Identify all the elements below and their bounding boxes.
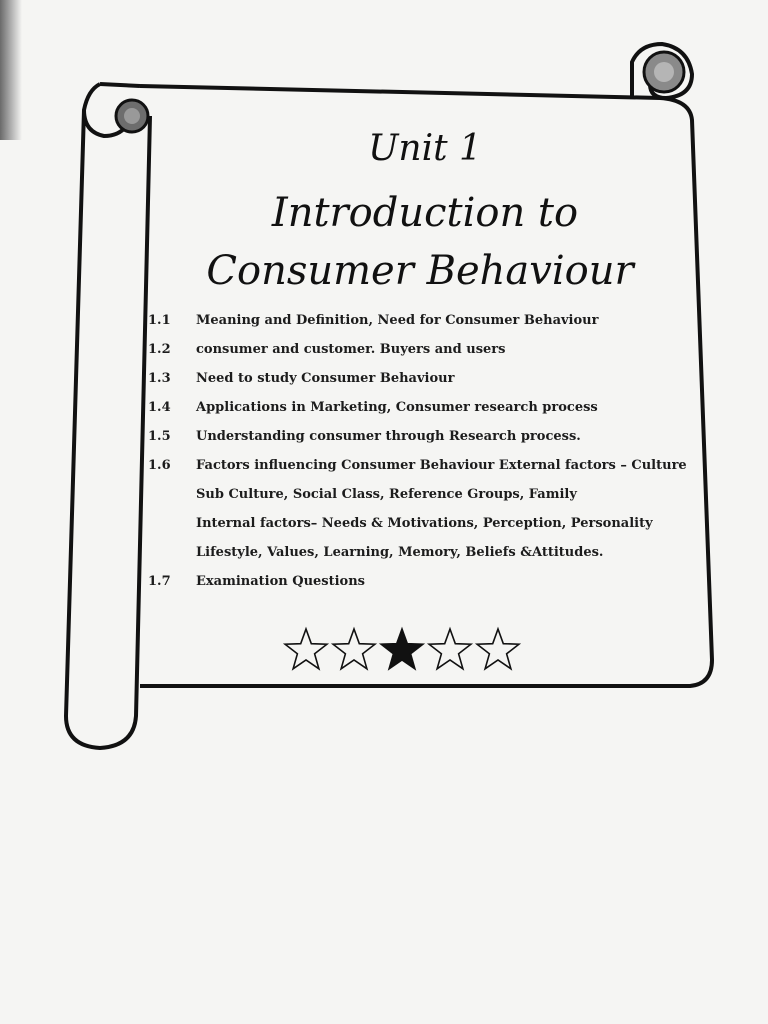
scroll-left-roll [66, 110, 150, 748]
toc-entry: Examination Questions [196, 574, 365, 589]
toc-row [148, 393, 688, 422]
toc-entry: Meaning and Definition, Need for Consumer Behaviour [196, 313, 599, 328]
toc-entry: Internal factors– Needs & Motivations, Perception, Personality [196, 516, 653, 531]
toc-number: 1.4 [148, 400, 171, 415]
toc-entry: Understanding consumer through Research process. [196, 429, 581, 444]
chapter-title-line-2: Consumer Behaviour [206, 248, 634, 294]
toc-entry: Need to study Consumer Behaviour [196, 371, 455, 386]
table-of-contents [148, 306, 688, 596]
filled-star-icon [381, 629, 423, 669]
toc-number: 1.7 [148, 574, 171, 589]
toc-row [148, 335, 688, 364]
toc-row [148, 451, 688, 480]
toc-row [148, 509, 688, 538]
toc-number: 1.6 [148, 458, 171, 473]
toc-row [148, 306, 688, 335]
outline-star-icon [333, 629, 375, 669]
outline-star-icon [477, 629, 519, 669]
toc-entry: Factors influencing Consumer Behaviour External factors – Culture [196, 458, 687, 473]
star-divider [282, 626, 522, 674]
chapter-title-line-1: Introduction to [271, 190, 579, 236]
toc-entry: Sub Culture, Social Class, Reference Groups, Family [196, 487, 577, 502]
toc-number: 1.1 [148, 313, 171, 328]
toc-row [148, 538, 688, 567]
toc-row [148, 480, 688, 509]
toc-entry: Applications in Marketing, Consumer research process [196, 400, 598, 415]
outline-star-icon [285, 629, 327, 669]
toc-entry: Lifestyle, Values, Learning, Memory, Beliefs &Attitudes. [196, 545, 604, 560]
unit-heading: Unit 1 [368, 128, 482, 169]
toc-row [148, 567, 688, 596]
toc-row [148, 422, 688, 451]
outline-star-icon [429, 629, 471, 669]
toc-number: 1.3 [148, 371, 171, 386]
toc-row [148, 364, 688, 393]
toc-number: 1.2 [148, 342, 171, 357]
toc-entry: consumer and customer. Buyers and users [196, 342, 506, 357]
toc-number: 1.5 [148, 429, 171, 444]
